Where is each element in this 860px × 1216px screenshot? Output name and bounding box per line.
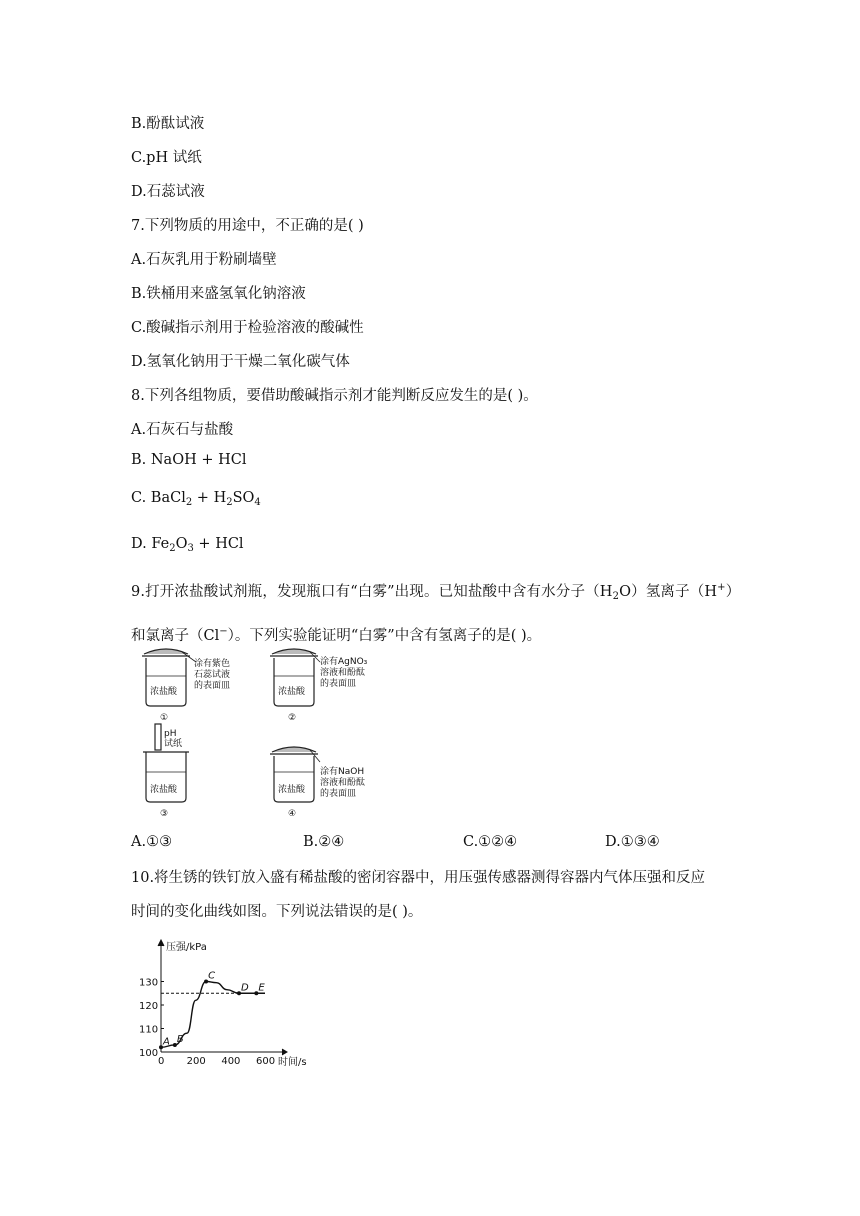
- question-9-line1: 9.打开浓盐酸试剂瓶，发现瓶口有“白雾”出现。已知盐酸中含有水分子$(H_2O)$氢离子（H+）: [131, 582, 741, 602]
- beaker-4-note-3: 的表面皿: [320, 789, 357, 799]
- option-6c: C.pH 试纸: [131, 150, 202, 166]
- point-label-c: C: [208, 970, 216, 982]
- beaker-4-note-1: 涂有NaOH: [320, 767, 365, 777]
- q9-option-d: D.①③④: [605, 834, 660, 850]
- beaker-2-note-1: 涂有AgNO₃: [320, 657, 368, 667]
- beaker-1-note-3: 的表面皿: [194, 681, 231, 691]
- option-7c: C.酸碱指示剂用于检验溶液的酸碱性: [131, 320, 364, 336]
- y-axis-label: 压强/kPa: [166, 942, 207, 953]
- beaker-3-number: ③: [160, 809, 169, 819]
- question-8: 8.下列各组物质，要借助酸碱指示剂才能判断反应发生的是( )。: [131, 388, 538, 404]
- x-axis-arrow: [282, 1049, 287, 1055]
- option-7a: A.石灰乳用于粉刷墙壁: [131, 252, 277, 268]
- q9-option-a: A.①③: [131, 834, 173, 850]
- point-label-a: A: [163, 1036, 170, 1048]
- beaker-3-label: 浓盐酸: [150, 785, 178, 795]
- question-7: 7.下列物质的用途中，不正确的是( ): [131, 218, 364, 234]
- ph-paper: [155, 724, 161, 750]
- x-tick-label: 600: [256, 1056, 276, 1067]
- point-label-b: B: [176, 1033, 184, 1045]
- option-7b: B.铁桶用来盛氢氧化钠溶液: [131, 286, 306, 302]
- point-label-d: D: [241, 982, 249, 994]
- option-7d: D.氢氧化钠用于干燥二氧化碳气体: [131, 354, 350, 370]
- beaker-1-note-1: 涂有紫色: [194, 659, 231, 669]
- beaker-1-number: ①: [160, 713, 169, 723]
- pressure-chart: [128, 934, 328, 1074]
- beaker-4-number: ④: [288, 809, 297, 819]
- y-tick-label: 120: [139, 1001, 159, 1012]
- x-tick-label: 200: [186, 1056, 206, 1067]
- beaker-1-label: 浓盐酸: [150, 687, 178, 697]
- x-tick-label: 0: [158, 1056, 165, 1067]
- option-8a: A.石灰石与盐酸: [131, 422, 234, 438]
- question-9-line2: 和氯离子（Cl−）。下列实验能证明“白雾”中含有氢离子的是( )。: [131, 626, 542, 644]
- option-8c: C. BaCl$_2$ + $H_2SO_4$: [131, 490, 261, 508]
- x-axis-label: 时间/s: [278, 1057, 307, 1068]
- point-label-e: E: [258, 982, 265, 994]
- question-10-line1: 10.将生锈的铁钉放入盛有稀盐酸的密闭容器中，用压强传感器测得容器内气体压强和反应: [131, 870, 706, 886]
- y-tick-label: 130: [139, 977, 159, 989]
- beaker-3-note-1: pH: [164, 729, 177, 739]
- beaker-1-note-2: 石蕊试液: [194, 670, 231, 680]
- option-6b: B.酚酞试液: [131, 116, 205, 132]
- y-axis-arrow: [158, 940, 164, 946]
- q9-option-c: C.①②④: [463, 834, 518, 850]
- beaker-3-note-2: 试纸: [164, 739, 183, 749]
- experiment-figure: [130, 644, 400, 824]
- q9-option-b: B.②④: [303, 834, 345, 850]
- x-tick-label: 400: [221, 1056, 241, 1067]
- option-8d: D. $Fe_2O_3$ + HCl: [131, 536, 244, 554]
- option-6d: D.石蕊试液: [131, 184, 205, 200]
- beaker-4-label: 浓盐酸: [278, 785, 306, 795]
- beaker-2-note-3: 的表面皿: [320, 679, 357, 689]
- beaker-2: [270, 649, 320, 706]
- y-tick-label: 110: [139, 1024, 159, 1036]
- beaker-1: [142, 649, 196, 706]
- beaker-2-note-2: 溶液和酚酞: [320, 668, 366, 678]
- beaker-2-label: 浓盐酸: [278, 687, 306, 697]
- beaker-2-number: ②: [288, 713, 297, 723]
- option-8b: B. NaOH + HCl: [131, 452, 247, 468]
- y-tick-label: 100: [139, 1048, 159, 1059]
- beaker-4-note-2: 溶液和酚酞: [320, 778, 366, 788]
- question-10-line2: 时间的变化曲线如图。下列说法错误的是( )。: [131, 904, 423, 920]
